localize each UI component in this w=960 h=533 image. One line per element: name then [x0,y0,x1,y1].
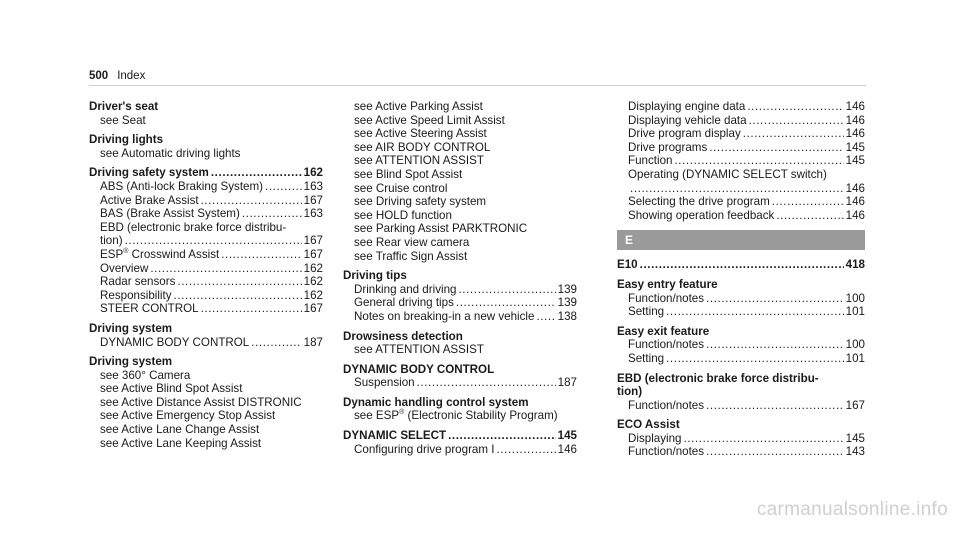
dot-leader [201,302,302,316]
page-reference[interactable]: 101 [845,305,865,319]
index-entry-heading: Driving lights [89,133,164,147]
index-cross-reference[interactable]: see HOLD function [354,208,452,222]
page-reference[interactable]: 139 [557,296,577,310]
page-reference[interactable]: 100 [845,338,865,352]
entry-text: Function/notes [628,291,705,305]
dot-leader [743,127,844,141]
page-header [89,70,145,82]
entry-text: Setting [628,351,665,365]
dot-leader [177,275,301,289]
index-column-3 [617,100,865,459]
page-reference[interactable]: 146 [845,100,865,113]
entry-text: DYNAMIC BODY CONTROL [100,335,250,349]
entry-text: Drinking and driving [354,282,457,296]
index-subentry[interactable] [617,195,865,209]
index-subentry[interactable] [343,296,577,310]
entry-text: Setting [628,305,665,319]
entry-text: Driving safety system [89,166,209,180]
page-reference[interactable]: 139 [557,282,577,296]
entry-text: Displaying vehicle data [628,113,747,127]
entry-text: tion) [100,234,123,248]
dot-leader [674,154,843,168]
index-cross-reference[interactable]: see 360° Camera [100,368,191,382]
index-cross-reference[interactable]: see Active Parking Assist [354,100,483,113]
index-entry-heading[interactable] [343,429,577,443]
dot-leader [174,289,302,303]
entry-text: BAS (Brake Assist System) [100,207,240,221]
index-subentry[interactable] [617,292,865,306]
page-reference[interactable]: 145 [557,429,577,443]
dot-leader [458,283,555,297]
index-subentry[interactable] [89,275,323,289]
dot-leader [221,248,301,262]
page-reference[interactable]: 167 [303,193,323,207]
dot-leader [772,195,844,209]
page-reference[interactable]: 146 [845,181,865,195]
dot-leader [201,194,302,208]
watermark: carmanualsonline.info [756,499,948,520]
index-column-2 [343,100,577,456]
entry-text: Suspension [354,376,415,390]
index-entry-heading: Dynamic handling control system [343,395,529,409]
index-cross-reference[interactable]: see Active Speed Limit Assist [354,113,505,127]
page-reference[interactable]: 146 [845,127,865,141]
entry-text: STEER CONTROL [100,302,199,316]
entry-text [100,248,219,262]
dot-leader [706,445,844,459]
index-subentry[interactable] [89,248,323,262]
dot-leader [749,114,844,128]
index-subentry[interactable] [89,180,323,194]
page-reference[interactable]: 146 [845,113,865,127]
index-subentry[interactable] [343,376,577,390]
page-reference[interactable]: 145 [845,431,865,445]
page-reference[interactable]: 167 [845,398,865,412]
index-subentry[interactable] [89,194,323,208]
entry-text-rest: (Electronic Stability Program) [404,409,558,423]
index-cross-reference[interactable]: see Blind Spot Assist [354,167,463,181]
index-cross-reference[interactable]: see Rear view camera [354,235,470,249]
index-column-1 [89,100,323,450]
index-cross-reference[interactable]: see Driving safety system [354,195,487,209]
entry-text: Notes on breaking-in a new vehicle [354,309,535,323]
entry-text: Function/notes [628,398,705,412]
index-subentry[interactable] [89,336,323,350]
page-reference[interactable]: 187 [303,335,323,349]
entry-text: Radar sensors [100,275,176,289]
entry-text: E10 [617,258,638,272]
index-subentry[interactable] [89,262,323,276]
index-subentry[interactable] [617,100,865,114]
page-reference[interactable]: 143 [845,445,865,459]
dot-leader [709,141,843,155]
entry-text: Showing operation feedback [628,208,775,222]
entry-text: Function/notes [628,338,705,352]
page-reference[interactable]: 187 [557,376,577,390]
dot-leader [496,443,555,457]
dot-leader [706,292,844,306]
page-reference[interactable]: 418 [845,258,865,272]
index-subentry[interactable] [617,154,865,168]
dot-leader [666,352,844,366]
page-reference[interactable]: 167 [303,302,323,316]
index-subentry[interactable] [617,445,865,459]
index-subentry[interactable] [89,302,323,316]
index-subentry[interactable] [617,141,865,155]
entry-text: Selecting the drive program [628,195,770,209]
index-entry-heading: ECO Assist [617,418,680,432]
index-cross-reference[interactable]: see Active Emergency Stop Assist [100,409,276,423]
index-cross-reference[interactable]: see Active Steering Assist [354,127,487,141]
index-subentry[interactable] [89,234,323,248]
index-cross-reference[interactable]: see AIR BODY CONTROL [354,140,491,154]
page-reference[interactable]: 145 [845,140,865,154]
dot-leader [242,207,302,221]
index-cross-reference[interactable]: see Automatic driving lights [100,146,241,160]
index-cross-reference[interactable]: see Active Lane Change Assist [100,423,260,437]
index-cross-reference[interactable]: see ATTENTION ASSIST [354,343,484,357]
index-cross-reference[interactable]: see Parking Assist PARKTRONIC [354,222,528,236]
index-entry-heading[interactable] [89,166,323,180]
dot-leader [125,234,302,248]
page-reference[interactable]: 146 [557,442,577,456]
dot-leader [630,182,844,196]
index-entry-heading: Driving system [89,355,173,369]
dot-leader [747,100,843,114]
dot-leader [265,180,302,194]
page-reference[interactable]: 146 [845,195,865,209]
index-entry-heading: DYNAMIC BODY CONTROL [343,362,495,376]
index-cross-reference[interactable]: see Active Lane Keeping Assist [100,436,262,450]
index-cross-reference[interactable]: Operating (DYNAMIC SELECT switch) [628,167,827,181]
entry-text: Overview [100,261,149,275]
page-reference[interactable]: 138 [557,309,577,323]
entry-text-rest: Crosswind Assist [128,247,220,261]
page-number: 500 [89,70,109,82]
index-subentry[interactable] [617,305,865,319]
page-reference[interactable]: 146 [845,208,865,222]
index-subentry[interactable] [617,182,865,196]
dot-leader [776,209,843,223]
index-subentry[interactable] [617,127,865,141]
index-subentry[interactable] [617,114,865,128]
dot-leader [456,296,556,310]
index-subentry[interactable] [617,338,865,352]
entry-text: Responsibility [100,288,172,302]
index-subentry[interactable] [89,207,323,221]
section-title: Index [117,70,146,82]
entry-text: Displaying [628,431,682,445]
entry-text: Active Brake Assist [100,193,199,207]
entry-text: Drive programs [628,140,708,154]
page-reference[interactable]: 162 [303,275,323,289]
index-letter-heading: E [617,230,865,250]
index-entry-heading: Driving system [89,321,173,335]
entry-text: Displaying engine data [628,100,746,113]
index-subentry[interactable] [617,399,865,413]
index-entry-heading: tion) [617,385,643,399]
page-reference[interactable]: 100 [845,291,865,305]
index-cross-reference[interactable]: see Active Distance Assist DISTRONIC [100,395,302,409]
dot-leader [666,305,844,319]
index-cross-reference[interactable]: see Seat [100,113,146,127]
index-subentry[interactable] [343,310,577,324]
page-reference[interactable]: 167 [303,234,323,248]
page-reference[interactable]: 163 [303,179,323,193]
index-entry-heading[interactable] [617,258,865,272]
index-entry-heading: Easy exit feature [617,324,710,338]
entry-text: General driving tips [354,296,454,310]
registered-mark: ® [123,248,129,256]
dot-leader [251,336,301,350]
dot-leader [536,310,555,324]
dot-leader [211,166,302,180]
page-reference[interactable]: 162 [303,261,323,275]
index-subentry[interactable] [343,283,577,297]
dot-leader [640,258,844,272]
index-subentry[interactable] [89,289,323,303]
index-cross-reference[interactable]: see ATTENTION ASSIST [354,154,484,168]
entry-text: ABS (Anti-lock Braking System) [100,179,264,193]
entry-text: Drive program display [628,127,741,141]
index-cross-reference[interactable]: see Cruise control [354,181,448,195]
index-subentry[interactable] [617,432,865,446]
index-subentry[interactable] [617,352,865,366]
index-cross-reference[interactable]: EBD (electronic brake force distribu- [100,220,287,234]
entry-text: Configuring drive program I [354,442,495,456]
page-reference[interactable]: 101 [845,351,865,365]
index-entry-heading: EBD (electronic brake force distribu- [617,371,819,385]
entry-text: DYNAMIC SELECT [343,429,447,443]
index-subentry[interactable] [343,443,577,457]
registered-mark: ® [399,409,405,417]
dot-leader [706,399,844,413]
index-subentry[interactable] [617,209,865,223]
entry-text-main: ESP [100,247,124,261]
entry-text: Function/notes [628,445,705,459]
page-reference[interactable]: 162 [303,288,323,302]
dot-leader [684,432,844,446]
dot-leader [706,338,844,352]
index-cross-reference[interactable]: see Active Blind Spot Assist [100,382,243,396]
page-reference[interactable]: 163 [303,207,323,221]
index-entry-heading: Drowsiness detection [343,329,463,343]
dot-leader [150,262,301,276]
index-entry-heading: Easy entry feature [617,277,718,291]
page-reference[interactable]: 162 [303,166,323,180]
index-cross-reference[interactable]: see Traffic Sign Assist [354,249,468,263]
page-reference[interactable]: 167 [303,247,323,261]
dot-leader [417,376,556,390]
entry-text: Function [628,154,673,168]
dot-leader [448,429,556,443]
index-entry-heading: Driving tips [343,269,407,283]
page-reference[interactable]: 145 [845,154,865,168]
index-entry-heading: Driver's seat [89,100,159,113]
index-cross-reference[interactable] [343,409,577,423]
header-divider [89,85,866,86]
entry-text: see ESP [354,409,400,423]
